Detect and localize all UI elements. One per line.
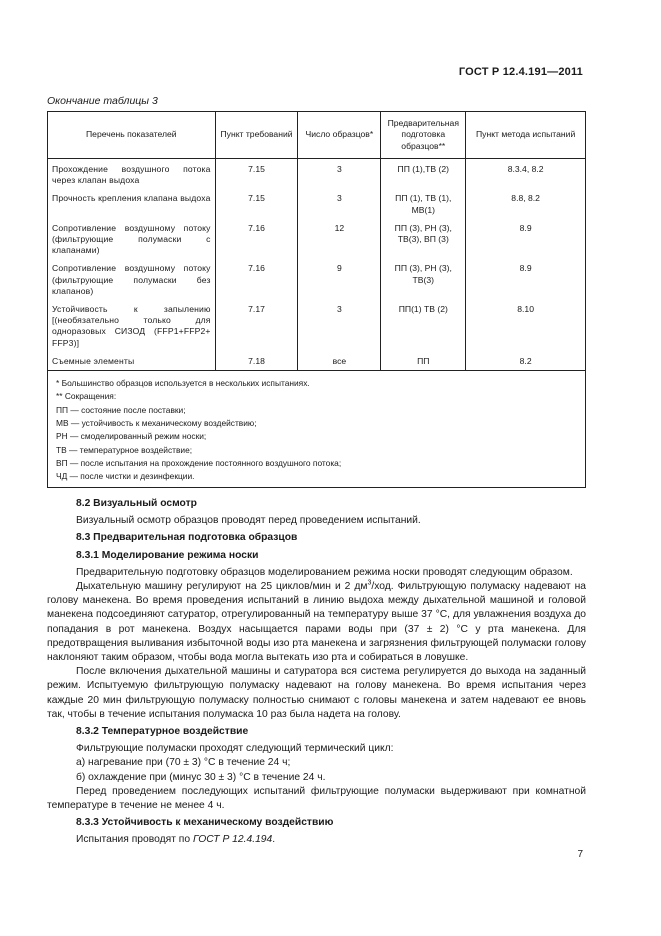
table-cell: ПП (381, 354, 466, 371)
table-row (48, 191, 586, 220)
table-row (48, 302, 586, 354)
table-cell: Прочность крепления клапана выдоха (48, 191, 216, 220)
table-cell: 8.10 (466, 302, 586, 354)
paragraph-text: Испытания проводят по (76, 834, 193, 846)
table-cell: ПП(1) ТВ (2) (381, 302, 466, 354)
list-item: а) нагревание при (70 ± 3) °С в течение 24 ч; (76, 757, 291, 769)
column-header: Пункт требований (215, 112, 298, 159)
table-cell: 8.2 (466, 354, 586, 371)
requirements-table (47, 111, 586, 488)
table-note: ЧД — после чистки и дезинфекции. (56, 471, 195, 482)
table-cell: 7.16 (215, 261, 298, 302)
paragraph-text: . (272, 834, 276, 846)
table-cell: 8.8, 8.2 (466, 191, 586, 220)
table-header-row (48, 112, 586, 159)
section-heading: 8.3 Предварительная подготовка образцов (76, 532, 298, 544)
paragraph-text: Дыхательную машину регулируют на 25 циклов/мин и 2 дм (76, 581, 368, 593)
table-cell: 8.9 (466, 221, 586, 262)
document-body (47, 494, 586, 848)
column-header: Пункт метода испытаний (466, 112, 586, 159)
table-cell: 8.9 (466, 261, 586, 302)
list-item: б) охлаждение при (минус 30 ± 3) °С в течение 24 ч. (76, 771, 326, 783)
table-cell: Устойчивость к запылению [(необязательно только для одноразовых СИЗОД (FFP1+FFP2+ FFP3)] (48, 302, 216, 354)
document-header: ГОСТ Р 12.4.191—2011 (458, 66, 583, 78)
table-row (48, 159, 586, 192)
table-cell: 12 (298, 221, 381, 262)
table-notes-row (48, 371, 586, 488)
paragraph: Предварительную подготовку образцов моделированием режима носки проводят следующим образом. (76, 566, 573, 578)
paragraph (76, 833, 586, 847)
table-cell: 9 (298, 261, 381, 302)
table-row (48, 221, 586, 262)
table-cell: ПП (3), РН (3), ТВ(3), ВП (3) (381, 221, 466, 262)
table-row (48, 354, 586, 371)
paragraph (47, 580, 586, 665)
page-number: 7 (577, 849, 583, 860)
table-note: ПП — состояние после поставки; (56, 404, 186, 415)
table-cell: Прохождение воздушного потока через клапан выдоха (48, 159, 216, 192)
paragraph: После включения дыхательной машины и сатуратора вся система регулируется до выхода на заданный режим. Испытуемую фильтрующую полумаску надевают на голову манекена. Во время испытания через каждые 20 мин фильтрующую полумаску полностью снимают с головы манекена и затем надевают ее вновь так, чтобы в течение испытания полумаска 10 раз была надета на голову. (47, 666, 586, 720)
table-note: ** Сокращения: (56, 391, 117, 402)
table-note: ВП — после испытания на прохождение постоянного воздушного потока; (56, 457, 342, 468)
table-cell: Съемные элементы (48, 354, 216, 371)
paragraph: Визуальный осмотр образцов проводят перед проведением испытаний. (76, 515, 421, 527)
table-cell: ПП (1),ТВ (2) (381, 159, 466, 192)
table-cell: Сопротивление воздушному потоку (фильтрующие полумаски без клапанов) (48, 261, 216, 302)
table-cell: 7.16 (215, 221, 298, 262)
table-cell: 8.3.4, 8.2 (466, 159, 586, 192)
table-cell: 3 (298, 191, 381, 220)
section-heading: 8.3.2 Температурное воздействие (76, 726, 249, 738)
standard-reference: ГОСТ Р 12.4.194 (192, 834, 273, 846)
table-cell: 3 (298, 302, 381, 354)
section-heading: 8.3.1 Моделирование режима носки (76, 549, 259, 561)
paragraph: Фильтрующие полумаски проходят следующий термический цикл: (76, 743, 394, 755)
table-cell: 7.15 (215, 191, 298, 220)
column-header: Предварительная подготовка образцов** (381, 112, 466, 159)
table-cell: 3 (298, 159, 381, 192)
table-cell: 7.18 (215, 354, 298, 371)
table-cell: ПП (3), РН (3), ТВ(3) (381, 261, 466, 302)
paragraph: Перед проведением последующих испытаний фильтрующие полумаски выдерживают при комнатной температуре в течение не менее 4 ч. (47, 785, 586, 812)
table-note: МВ — устойчивость к механическому воздействию; (56, 417, 257, 428)
table-cell: все (298, 354, 381, 371)
section-heading: 8.3.3 Устойчивость к механическому воздействию (76, 817, 334, 829)
paragraph-text: /ход. Фильтрующую полумаску надевают на голову манекена. Во время проведения испытаний в линию выдоха между дыхательной машиной и головой манекена подсоединяют сатуратор, отрегулированный на температуру выше 37 °С, для увлажнения воздуха до попадания в рот манекена. Воздух насыщается парами воды при (37 ± 2) °С у рта манекена. Для предотвращения выливания избыточной воды изо рта манекена и загрязнения фильтрующей полумаски голову наклоняют таким образом, чтобы вода могла вытекать изо рта и собираться в ловушке. (47, 581, 586, 664)
table-cell: 7.17 (215, 302, 298, 354)
superscript: 3 (367, 579, 372, 587)
column-header: Перечень показателей (48, 112, 216, 159)
table-cell: ПП (1), ТВ (1), МВ(1) (381, 191, 466, 220)
table-note: РН — смоделированный режим носки; (56, 431, 207, 442)
table-row (48, 261, 586, 302)
section-heading: 8.2 Визуальный осмотр (76, 498, 197, 509)
table-notes (48, 371, 586, 488)
table-note: * Большинство образцов используется в нескольких испытаниях. (56, 378, 310, 389)
table-cell: Сопротивление воздушному потоку (фильтрующие полумаски с клапанами) (48, 221, 216, 262)
table-note: ТВ — температурное воздействие; (56, 444, 193, 455)
table-caption: Окончание таблицы 3 (47, 95, 158, 107)
column-header: Число образцов* (298, 112, 381, 159)
table-cell: 7.15 (215, 159, 298, 192)
